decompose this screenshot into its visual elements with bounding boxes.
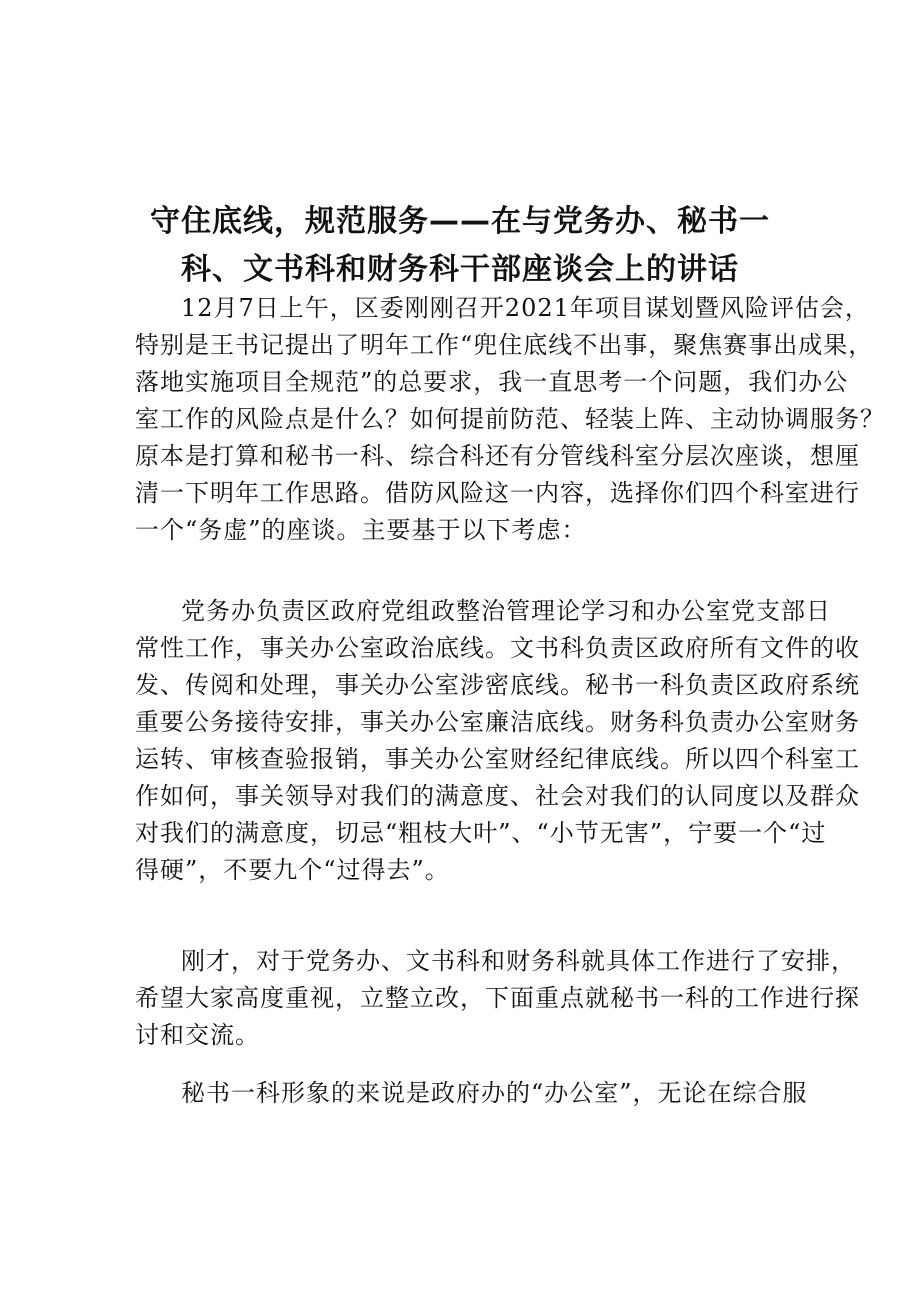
paragraph-line: 讨和交流。: [135, 1021, 260, 1049]
paragraph-line: 党务办负责区政府党组政整治管理论学习和办公室党支部日: [181, 597, 831, 625]
paragraph-line: 常性工作，事关办公室政治底线。文书科负责区政府所有文件的收: [135, 634, 860, 662]
paragraph-line: 12月7日上午，区委刚刚召开2021年项目谋划暨风险评估会，: [181, 294, 870, 322]
paragraph-line: 刚才，对于党务办、文书科和财务科就具体工作进行了安排，: [181, 947, 856, 975]
document-title-line-2: 科、文书科和财务科干部座谈会上的讲话: [181, 252, 739, 287]
paragraph-line: 一个“务虚”的座谈。主要基于以下考虑：: [135, 516, 587, 544]
paragraph-line: 希望大家高度重视，立整立改，下面重点就秘书一科的工作进行探: [135, 984, 860, 1012]
paragraph-line: 特别是王书记提出了明年工作“兜住底线不出事，聚焦赛事出成果，: [135, 331, 874, 359]
paragraph-line: 对我们的满意度，切忌“粗枝大叶”、“小节无害”，宁要一个“过: [135, 819, 827, 847]
paragraph-line: 室工作的风险点是什么？如何提前防范、轻装上阵、主动协调服务？: [135, 405, 885, 433]
paragraph-line: 运转、审核查验报销，事关办公室财经纪律底线。所以四个科室工: [135, 745, 860, 773]
paragraph-3: [135, 943, 860, 1054]
paragraph-line: 秘书一科形象的来说是政府办的“办公室”，无论在综合服: [181, 1079, 808, 1107]
paragraph-line: 清一下明年工作思路。借防风险这一内容，选择你们四个科室进行: [135, 479, 860, 507]
paragraph-4: [135, 1075, 808, 1112]
paragraph-2: [135, 593, 860, 889]
paragraph-line: 落地实施项目全规范”的总要求，我一直思考一个问题，我们办公: [135, 368, 849, 396]
paragraph-1: [135, 290, 885, 549]
document-title-line-1: 守住底线，规范服务——在与党务办、秘书一: [150, 204, 770, 239]
paragraph-line: 原本是打算和秘书一科、综合科还有分管线科室分层次座谈，想厘: [135, 442, 860, 470]
paragraph-line: 发、传阅和处理，事关办公室涉密底线。秘书一科负责区政府系统: [135, 671, 860, 699]
paragraph-line: 重要公务接待安排，事关办公室廉洁底线。财务科负责办公室财务: [135, 708, 860, 736]
paragraph-line: 得硬”，不要九个“过得去”。: [135, 856, 450, 884]
paragraph-line: 作如何，事关领导对我们的满意度、社会对我们的认同度以及群众: [135, 782, 860, 810]
